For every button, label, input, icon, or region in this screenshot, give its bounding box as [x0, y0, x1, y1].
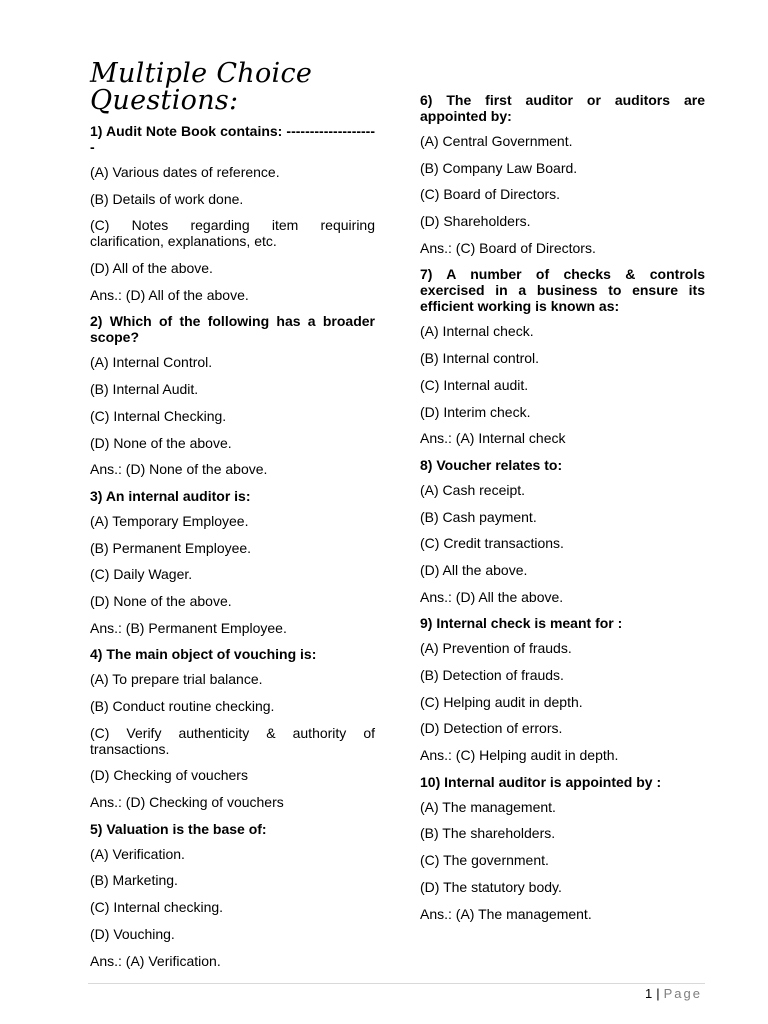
- question-text: 10) Internal auditor is appointed by :: [420, 773, 662, 790]
- answer-text: Ans.: (A) Verification.: [90, 952, 221, 969]
- option-c: (C) Internal audit.: [420, 376, 529, 393]
- option-a: (A) Various dates of reference.: [90, 164, 280, 180]
- page-footer: [645, 986, 702, 1001]
- answer-text: Ans.: (B) Permanent Employee.: [90, 619, 287, 636]
- footer-divider: [88, 983, 705, 984]
- option-b: (B) Details of work done.: [90, 190, 244, 207]
- question-block: [420, 457, 705, 605]
- option-d: (D) None of the above.: [90, 434, 232, 451]
- page-number: 1: [645, 986, 653, 1001]
- option-a: (A) Prevention of frauds.: [420, 640, 572, 657]
- option-c: (C) Internal Checking.: [90, 407, 227, 424]
- question-block: [90, 488, 375, 636]
- option-c: (C) Credit transactions.: [420, 535, 564, 552]
- option-b: (B) Internal Audit.: [90, 381, 199, 398]
- question-block: [420, 266, 705, 446]
- option-d: (D) Checking of vouchers: [90, 767, 248, 784]
- answer-text: Ans.: (D) All of the above.: [90, 286, 249, 303]
- option-d: (D) Shareholders.: [420, 213, 531, 230]
- question-block: [90, 821, 375, 969]
- option-d: (D) None of the above.: [90, 592, 232, 609]
- option-a: (A) Internal check.: [420, 323, 534, 340]
- option-a: (A) Temporary Employee.: [90, 512, 249, 529]
- option-c: (C) Helping audit in depth.: [420, 693, 583, 710]
- option-a: (A) Internal Control.: [90, 354, 213, 371]
- question-text: 9) Internal check is meant for :: [420, 615, 623, 632]
- answer-text: Ans.: (C) Board of Directors.: [420, 239, 596, 256]
- question-block: [90, 313, 375, 477]
- footer-separator: |: [656, 986, 660, 1001]
- left-question-column: [90, 123, 375, 979]
- option-b: (B) Permanent Employee.: [90, 539, 252, 556]
- question-block: [90, 123, 375, 303]
- question-text: 5) Valuation is the base of:: [90, 820, 267, 837]
- page-title: Multiple Choice Questions:: [90, 58, 313, 116]
- question-text: 1) Audit Note Book contains: --------------------: [90, 123, 375, 155]
- option-a: (A) The management.: [420, 798, 556, 815]
- question-text: 4) The main object of vouching is:: [90, 646, 317, 663]
- question-block: [420, 774, 705, 922]
- question-block: [420, 92, 705, 256]
- answer-text: Ans.: (A) The management.: [420, 905, 592, 922]
- answer-text: Ans.: (D) None of the above.: [90, 461, 268, 478]
- option-c: (C) Verify authenticity & authority of transactions.: [90, 724, 375, 757]
- question-text: 8) Voucher relates to:: [420, 456, 563, 473]
- answer-text: Ans.: (A) Internal check: [420, 430, 566, 447]
- option-b: (B) Conduct routine checking.: [90, 698, 275, 714]
- question-text: 6) The first auditor or auditors are appointed by:: [420, 92, 705, 124]
- question-text: 2) Which of the following has a broader scope?: [90, 313, 375, 346]
- answer-text: Ans.: (C) Helping audit in depth.: [420, 747, 619, 764]
- option-b: (B) Company Law Board.: [420, 159, 578, 176]
- option-c: (C) Daily Wager.: [90, 566, 193, 583]
- question-block: [90, 646, 375, 810]
- option-a: (A) To prepare trial balance.: [90, 671, 263, 688]
- option-c: (C) Board of Directors.: [420, 186, 561, 203]
- option-b: (B) Detection of frauds.: [420, 667, 564, 683]
- option-d: (D) Detection of errors.: [420, 720, 563, 737]
- option-d: (D) All the above.: [420, 561, 528, 578]
- question-text: 7) A number of checks & controls exercised in a business to ensure its efficient working is known as:: [420, 266, 705, 315]
- right-question-column: [420, 92, 705, 932]
- answer-text: Ans.: (D) All the above.: [420, 588, 564, 605]
- option-b: (B) Marketing.: [90, 872, 178, 889]
- option-a: (A) Verification.: [90, 845, 185, 862]
- option-d: (D) Interim check.: [420, 403, 531, 420]
- option-d: (D) All of the above.: [90, 260, 213, 277]
- question-block: [420, 615, 705, 763]
- page-label: Page: [663, 986, 702, 1001]
- option-c: (C) The government.: [420, 852, 549, 869]
- option-b: (B) The shareholders.: [420, 825, 556, 842]
- answer-text: Ans.: (D) Checking of vouchers: [90, 794, 284, 811]
- option-b: (B) Internal control.: [420, 350, 540, 367]
- option-d: (D) Vouching.: [90, 925, 175, 942]
- option-d: (D) The statutory body.: [420, 878, 562, 895]
- option-c: (C) Notes regarding item requiring clarification, explanations, etc.: [90, 217, 375, 250]
- option-b: (B) Cash payment.: [420, 508, 537, 525]
- option-a: (A) Cash receipt.: [420, 481, 526, 498]
- option-a: (A) Central Government.: [420, 133, 573, 149]
- question-text: 3) An internal auditor is:: [90, 487, 251, 504]
- option-c: (C) Internal checking.: [90, 899, 224, 916]
